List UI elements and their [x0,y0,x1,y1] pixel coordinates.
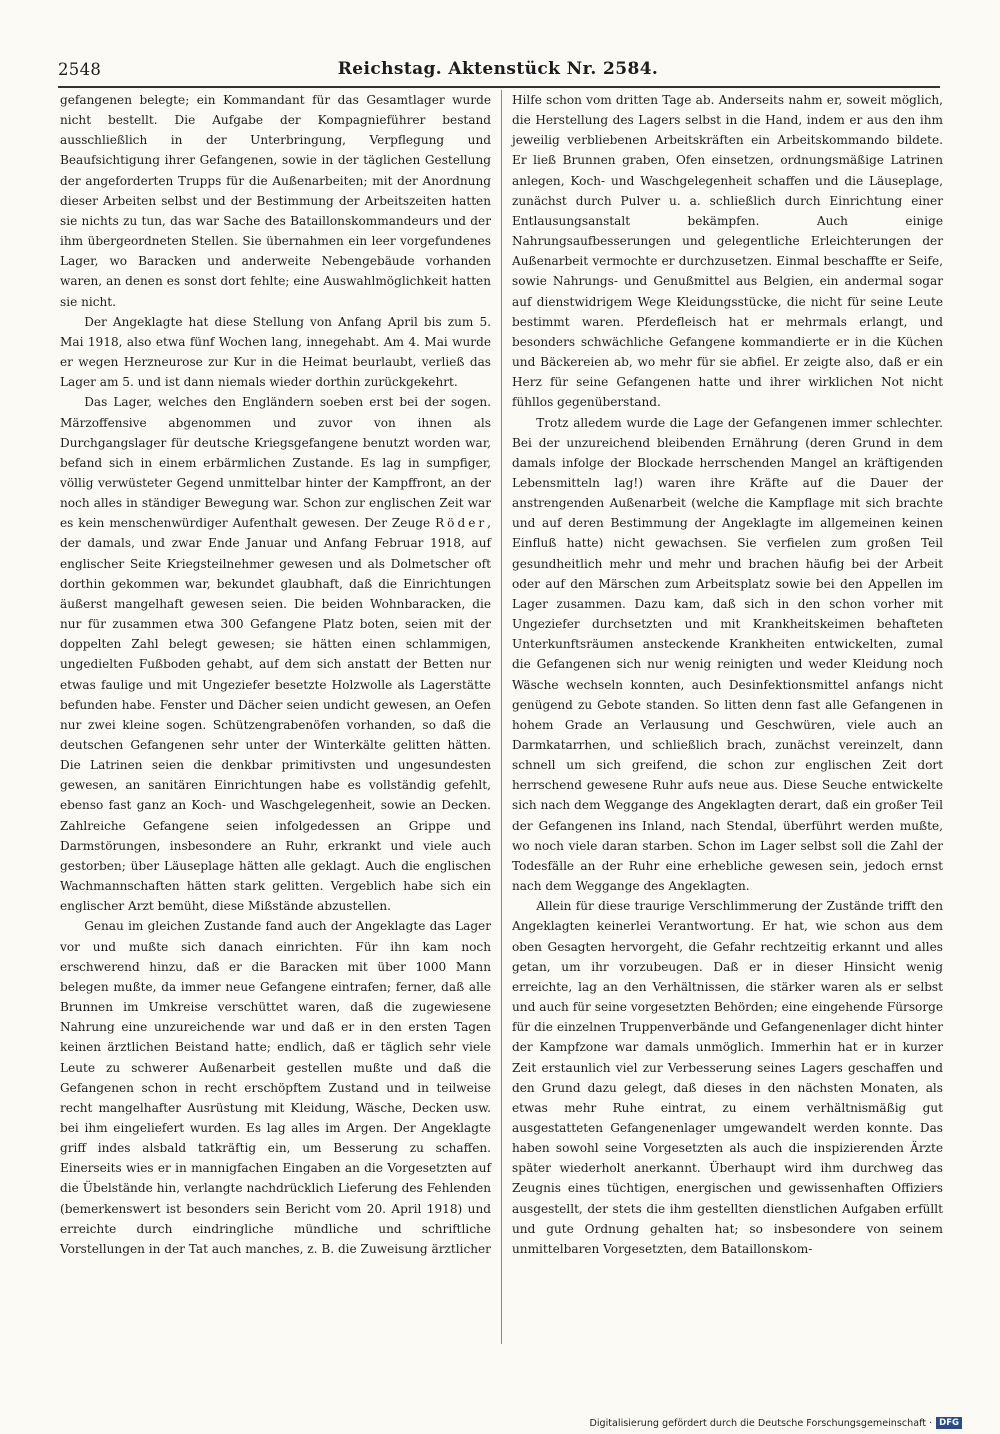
paragraph: Der Angeklagte hat diese Stellung von Anfang April bis zum 5. Mai 1918, also etwa fünf Wochen lang, innegehabt. Am 4. Mai wurde er wegen Herzneurose zur Kur in die Heimat beurlaubt, verließ das Lager am 5. und ist dann niemals wieder dorthin zurückgekehrt. [60,314,491,390]
credit-text: Digitalisierung gefördert durch die Deutsche Forschungsgemeinschaft · [589,1418,933,1429]
paragraph: Allein für diese traurige Verschlimmerung der Zustände trifft den Angeklagten keinerlei Verantwortung. Er hat, wie schon aus dem oben Gesagten hervorgeht, die Gefahr rechtzeitig erkannt und alles getan, um ihr vorzubeugen. Daß er in dieser Hinsicht wenig erreichte, lag an den Verhältnissen, die stärker waren als er selbst und auch für seine vorgesetzten Behörden; eine eingehende Fürsorge für die einzelnen Truppenverbände und Gefangenenlager dicht hinter der Kampfzone war damals unmöglich. Immerhin hat er in kurzer Zeit erstaunlich viel zur Verbesserung seines Lagers geschaffen und den Grund dazu gelegt, daß dieses in den nächsten Monaten, als etwas mehr Ruhe eintrat, zu einem verhältnismäßig gut ausgestatteten Gefangenenlager umgewandelt werden konnte. Das haben sowohl seine Vorgesetzten als auch die inspizierenden Ärzte später wiederholt anerkannt. Überhaupt wird ihm durchweg das Zeugnis eines tüchtigen, energischen und gewissenhaften Offiziers ausgestellt, der stets die ihm gestellten dienstlichen Aufgaben erfüllt und gute Ordnung gehalten hat; so insbesondere von seinem unmittelbaren Vorgesetzten, dem Bataillonskom- [512,899,943,1256]
paragraph-text: , der damals, und zwar Ende Januar und Anfang Februar 1918, auf englischer Seite Kriegsteilnehmer gewesen und als Dolmetscher oft dorthin gekommen war, bekundet glaubhaft, daß die Einrichtungen äußerst mangelhaft gewesen seien. Die beiden Wohnbaracken, die nur für zusammen etwa 300 Gefangene Platz boten, seien mit der doppelten Zahl belegt gewesen; sie hätten einen schlammigen, ungedielten Fußboden gehabt, auf dem sich anstatt der Betten nur etwas faulige und mit Ungeziefer besetzte Holzwolle als Lagerstätte befunden habe. Fenster und Dächer seien undicht gewesen, an Oefen nur zwei kleine sogen. Schützengrabenöfen vorhanden, so daß die deutschen Gefangenen sehr unter der Winterkälte gelitten hätten. Die Latrinen seien die denkbar primitivsten und ungesundesten gewesen, an sanitären Einrichtungen habe es vollständig gefehlt, ebenso fast ganz an Koch- und Waschgelegenheit, sowie an Decken. Zahlreiche Gefangene seien infolgedessen an Grippe und Darmstörungen, insbesondere an Ruhr, erkrankt und viele auch gestorben; über Läuseplage hätten alle geklagt. Auch die englischen Wachmannschaften hätten stark gelitten. Vergeblich habe sich ein englischer Arzt bemüht, diese Mißstände abzustellen. [60,516,491,914]
paragraph-text: Das Lager, welches den Engländern soeben erst bei der sogen. Märzoffensive abgenommen und zuvor von ihnen als Durchgangslager für deutsche Kriegsgefangene benutzt worden war, befand sich in einem erbärmlichen Zustande. Es lag in sumpfiger, völlig verwüsteter Gegend unmittelbar hinter der Kampffront, an der noch alles in ständiger Bewegung war. Schon zur englischen Zeit war es kein menschenwürdiger Aufenthalt gewesen. Der Zeuge [60,395,491,531]
header-rule [58,86,940,88]
page-header [58,60,938,84]
paragraph: Trotz alledem wurde die Lage der Gefangenen immer schlechter. Bei der unzureichend bleibenden Ernährung (deren Grund in dem damals infolge der Blockade herrschenden Mangel an kräftigenden Lebensmitteln lag!) waren ihre Kräfte auf die Dauer der anstrengenden Außenarbeit (welche die Kampflage mit sich brachte und auf deren Bestimmung der Angeklagte im allgemeinen keinen Einfluß hatte) nicht gewachsen. Sie verfielen zum großen Teil gesundheitlich mehr und mehr und brachen häufig bei der Arbeit oder auf den Märschen zum Arbeitsplatz sowie bei den Appellen im Lager zusammen. Dazu kam, daß sich in den schon vorher mit Ungeziefer durchsetzten und mit Krankheitskeimen behafteten Unterkunftsräumen ansteckende Krankheiten entwickelten, zumal die Gefangenen sich nur wenig reinigten und weder Kleidung noch Wäsche wechseln konnten, auch Desinfektionsmittel anfangs nicht genügend zu Gebote standen. So litten denn fast alle Gefangenen in hohem Grade an Verlausung und Geschwüren, viele auch an Darmkatarrhen, und schließlich brach, zunächst vereinzelt, dann schnell um sich greifend, die schon zur englischen Zeit dort herrschend gewesene Ruhr aufs neue aus. Diese Seuche entwickelte sich nach dem Weggange des Angeklagten derart, daß ein großer Teil der Gefangenen ins Inland, nach Stendal, überführt werden mußte, wo noch viele daran starben. Schon im Lager selbst soll die Zahl der Todesfälle an der Ruhr eine erhebliche gewesen sein, jedoch ernst nach dem Weggange des Angeklagten. [512,415,943,894]
column-divider [501,90,502,1344]
dfg-logo-icon: DFG [936,1417,962,1429]
digitization-credit [589,1417,962,1429]
paragraph: Hilfe schon vom dritten Tage ab. Anderseits nahm er, soweit möglich, die Herstellung des Lagers selbst in die Hand, indem er aus den ihm jeweilig verbliebenen Arbeitskräften ein Arbeitskommando bildete. Er ließ Brunnen graben, Ofen einsetzen, ordnungsmäßige Latrinen anlegen, Koch- und Waschgelegenheit schaffen und die Läuseplage, zunächst durch Pulver u. a. schließlich durch Einrichtung einer Entlausungsanstalt bekämpfen. Auch einige Nahrungsaufbesserungen und gelegentliche Erleichterungen der Außenarbeit vermochte er durchzusetzen. Einmal beschaffte er Seife, sowie Nahrungs- und Genußmittel aus Belgien, ein andermal sogar auf dienstwidrigem Wege Kleidungsstücke, die nicht für seine Leute bestimmt waren. Pferdefleisch hat er mehrmals erlangt, und besonders schwächliche Gefangene kommandierte er in die Küchen und Bäckereien ab, wo mehr für sie abfiel. Er zeigte also, daß er ein Herz für seine Gefangenen hatte und ihrer wirklichen Not nicht fühllos gegenüberstand. [512,93,943,410]
paragraph: Genau im gleichen Zustande fand auch der Angeklagte das Lager vor und mußte sich danach einrichten. Für ihn kam noch erschwerend hinzu, daß er die Baracken mit über 1000 Mann belegen mußte, da immer neue Gefangene eintrafen; ferner, daß alle Brunnen im Umkreise verschüttet waren, daß die zugewiesene Nahrung eine unzureichende war und daß er in den ersten Tagen keinen ärztlichen Beistand hatte; endlich, daß er täglich sehr viele Leute zu schwerer Außenarbeit gestellen mußte und daß die Gefangenen schon in recht erschöpftem Zustand und in teilweise recht mangelhafter Ausrüstung mit Kleidung, Wäsche, Decken usw. bei ihm eingeliefert wurden. Es lag alles im Argen. Der Angeklagte griff indes alsbald tatkräftig ein, um Besserung zu schaffen. Einerseits wies er in mannigfachen Eingaben an die Vorgesetzten auf die Übelstände hin, verlangte nachdrücklich Lieferung des Fehlenden (bemerkenswert ist besonders sein Bericht vom 20. April 1918) und erreichte durch eindringliche mündliche und schriftliche Vorstellungen in der Tat auch manches, z. B. die Zuweisung ärztlicher [60,919,491,1256]
page-number: 2548 [58,60,102,79]
right-column [512,90,943,1259]
witness-name: Röder [435,516,488,531]
left-column [60,90,491,1259]
running-title: Reichstag. Aktenstück Nr. 2584. [337,59,659,79]
paragraph: gefangenen belegte; ein Kommandant für das Gesamtlager wurde nicht bestellt. Die Aufgabe der Kompagnieführer bestand ausschließlich in der Unterbringung, Verpflegung und Beaufsichtigung ihrer Gefangenen, sowie in der täglichen Gestellung der angeforderten Trupps für die Außenarbeiten; mit der Anordnung dieser Arbeiten selbst und der Bestimmung der Arbeitszeiten hatten sie nichts zu tun, das war Sache des Bataillonskommandeurs und der ihm übergeordneten Stellen. Sie übernahmen ein leer vorgefundenes Lager, wo Baracken und anderweite Nebengebäude vorhanden waren, an denen es sonst dort fehlte; eine Auswahlmöglichkeit hatten sie nicht. [60,93,491,309]
paragraph [60,392,491,916]
